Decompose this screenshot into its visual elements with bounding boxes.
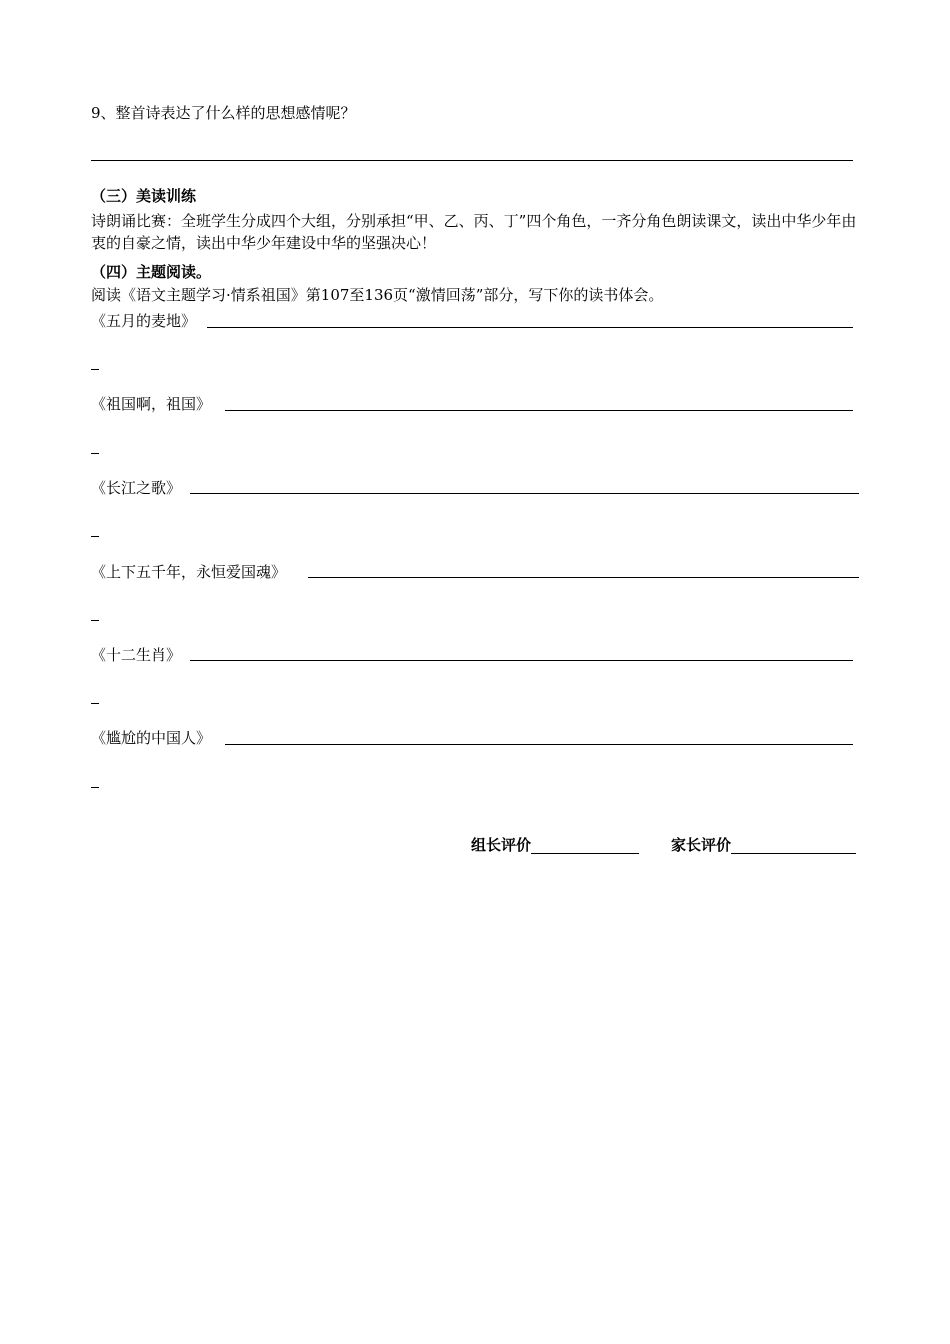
question-9: 9、整首诗表达了什么样的思想感情呢？ [91, 104, 356, 122]
section-3-text: 诗朗诵比赛：全班学生分成四个大组，分别承担“甲、乙、丙、丁”四个角色，一齐分角色朗读课文，读出中华少年由衷的自豪之情，读出中华少年建设中华的坚强决心！ [91, 212, 857, 252]
reading-title: 《十二生肖》 [91, 646, 182, 664]
dash-mark [91, 536, 99, 537]
dash-mark [91, 453, 99, 454]
reading-answer-line[interactable] [207, 327, 853, 328]
dash-mark [91, 369, 99, 370]
evaluation-row [471, 835, 639, 855]
reading-title: 《尴尬的中国人》 [91, 729, 212, 747]
section-4-title: （四）主题阅读。 [91, 263, 212, 281]
reading-answer-line[interactable] [190, 660, 853, 661]
evaluation-row [671, 835, 856, 855]
dash-mark [91, 620, 99, 621]
reading-answer-line[interactable] [225, 410, 853, 411]
reading-title: 《五月的麦地》 [91, 312, 197, 330]
section-4-instruction: 阅读《语文主题学习·情系祖国》第107至136页“激情回荡”部分，写下你的读书体会。 [91, 286, 664, 304]
reading-answer-line[interactable] [190, 493, 859, 494]
parent-evaluation-label: 家长评价 [671, 836, 732, 854]
dash-mark [91, 787, 99, 788]
reading-title: 《长江之歌》 [91, 479, 182, 497]
dash-mark [91, 703, 99, 704]
parent-evaluation-blank[interactable] [731, 853, 856, 854]
answer-line-q9[interactable] [91, 160, 853, 161]
leader-evaluation-label: 组长评价 [471, 836, 532, 854]
reading-answer-line[interactable] [225, 744, 853, 745]
leader-evaluation-blank[interactable] [531, 853, 639, 854]
reading-answer-line[interactable] [308, 577, 859, 578]
section-3-title: （三）美读训练 [91, 187, 197, 205]
reading-title: 《上下五千年，永恒爱国魂》 [91, 563, 287, 581]
reading-title: 《祖国啊，祖国》 [91, 395, 212, 413]
